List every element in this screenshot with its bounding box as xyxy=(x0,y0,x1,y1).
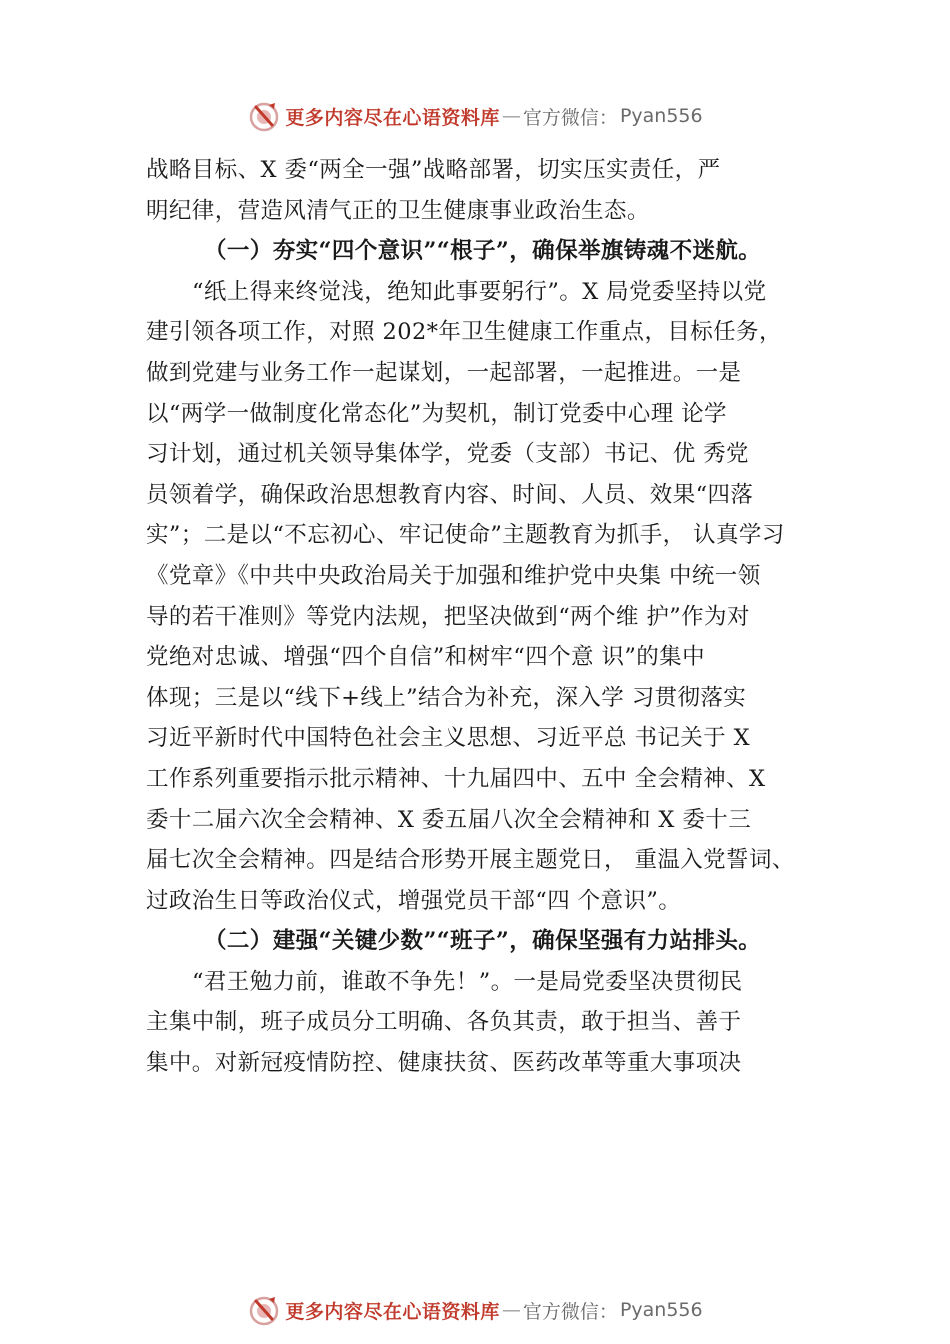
footer-watermark xyxy=(0,1290,950,1330)
logo-icon xyxy=(247,1293,281,1327)
text-line: “君王勉力前，谁敢不争先！”。一是局党委坚决贯彻民 xyxy=(192,968,743,995)
text-line: 明纪律，营造风清气正的卫生健康事业政治生态。 xyxy=(146,197,650,224)
text-line: 习近平新时代中国特色社会主义思想、习近平总 书记关于 X xyxy=(146,725,751,752)
text-line: 委十二届六次全会精神、X 委五届八次全会精神和 X 委十三 xyxy=(146,806,752,833)
text-line: 《党章》《中共中央政治局关于加强和维护党中央集 中统一领 xyxy=(146,562,761,589)
text-line: 集中。对新冠疫情防控、健康扶贫、医药改革等重大事项决 xyxy=(146,1050,742,1077)
wechat-id: Pyan556 xyxy=(619,105,703,127)
text-line: 过政治生日等政治仪式，增强党员干部“四 个意识”。 xyxy=(146,887,682,914)
text-line: 届七次全会精神。四是结合形势开展主题党日， 重温入党誓词、 xyxy=(146,847,795,874)
header-watermark xyxy=(0,96,950,136)
text-line: 员领着学，确保政治思想教育内容、时间、人员、效果“四落 xyxy=(146,481,754,508)
logo-icon xyxy=(247,99,281,133)
wechat-label: 官方微信： xyxy=(522,106,618,129)
text-line: 做到党建与业务工作一起谋划，一起部署，一起推进。一是 xyxy=(146,359,742,386)
text-line: 体现；三是以“线下+线上”结合为补充，深入学 习贯彻落实 xyxy=(146,684,747,711)
text-line: 建引领各项工作，对照 202*年卫生健康工作重点，目标任务， xyxy=(146,319,782,346)
text-line: “纸上得来终觉浅，绝知此事要躬行”。X 局党委坚持以党 xyxy=(192,278,767,305)
text-line: 党绝对忠诚、增强“四个自信”和树牢“四个意 识”的集中 xyxy=(146,644,705,671)
text-line: 主集中制，班子成员分工明确、各负其责，敢于担当、善于 xyxy=(146,1009,742,1036)
watermark-text: 更多内容尽在心语资料库 xyxy=(285,1300,500,1323)
section-heading: （二）建强“关键少数”“班子”，确保坚强有力站排头。 xyxy=(204,928,762,955)
text-line: 以“两学一做制度化常态化”为契机，制订党委中心理 论学 xyxy=(146,400,727,427)
text-line: 实”；二是以“不忘初心、牢记使命”主题教育为抓手， 认真学习 xyxy=(146,522,785,549)
text-line: 工作系列重要指示批示精神、十九届四中、五中 全会精神、X xyxy=(146,765,766,792)
watermark-text: 更多内容尽在心语资料库 xyxy=(285,106,500,129)
text-line: 习计划，通过机关领导集体学，党委（支部）书记、优 秀党 xyxy=(146,441,749,468)
document-body xyxy=(146,150,846,1084)
watermark-separator: — xyxy=(501,105,521,127)
section-heading: （一）夯实“四个意识”“根子”，确保举旗铸魂不迷航。 xyxy=(204,238,762,265)
text-line: 战略目标、X 委“两全一强”战略部署，切实压实责任，严 xyxy=(146,157,721,183)
watermark-separator: — xyxy=(501,1299,521,1321)
wechat-label: 官方微信： xyxy=(522,1300,618,1323)
wechat-id: Pyan556 xyxy=(619,1299,703,1321)
text-line: 导的若干准则》等党内法规，把坚决做到“两个维 护”作为对 xyxy=(146,603,750,630)
